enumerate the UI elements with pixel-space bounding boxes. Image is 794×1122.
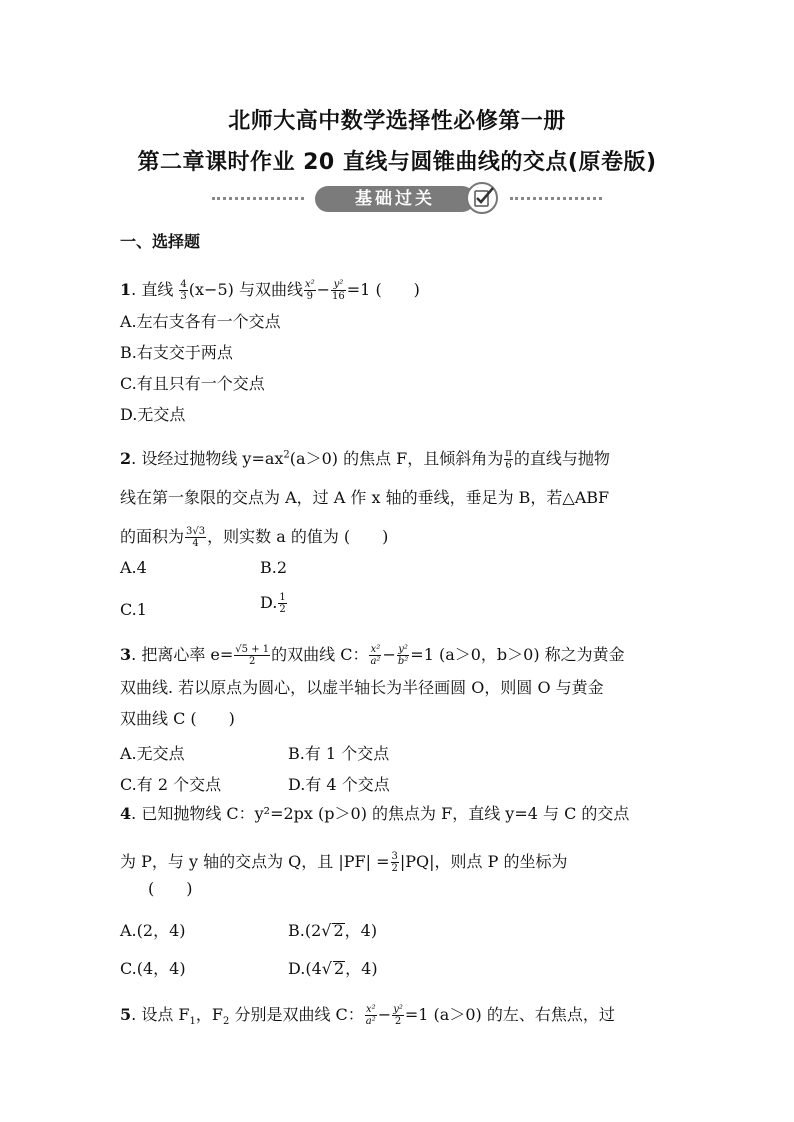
fraction: $\frac{\text{y²}}{\text{b²}}$: [397, 644, 409, 667]
option-c: C.(4，4): [120, 959, 186, 978]
option-a: A.无交点: [120, 744, 185, 763]
option-d: D. $\frac{1}{2}$: [260, 592, 286, 615]
option-d: D.无交点: [120, 405, 186, 424]
option-a: A.4: [120, 558, 147, 577]
fraction: $\frac{3}{2}$: [391, 851, 398, 874]
banner-label: 基础过关: [315, 186, 475, 212]
option-a: A.(2，4): [120, 921, 186, 940]
question-2-line-3: 的面积为 $\frac{3√3}{4}$ ，则实数 a 的值为 ( ): [120, 526, 389, 549]
option-b: B.有 1 个交点: [288, 744, 390, 763]
question-number: 4: [120, 804, 132, 823]
question-number: 3: [120, 645, 132, 664]
banner-dots-left: [212, 197, 304, 200]
option-b: B.(2√ 2，4): [288, 921, 378, 940]
question-3-line-2: 双曲线. 若以原点为圆心，以虚半轴长为半径画圆 O，则圆 O 与黄金: [120, 678, 604, 697]
option-b: B.2: [260, 558, 288, 577]
question-1: 1. 直线 $\frac{4}{3}$ (x−5) 与双曲线 $\frac{\text{x²}}{9}$ − $\frac{\text{y²}}{16}$ =1 ( ): [120, 279, 420, 302]
option-a: A.左右支各有一个交点: [120, 312, 281, 331]
question-5: 5. 设点 $F_1$，$F_2$ 分别是双曲线 C： $\frac{\text{x²}}{\text{a²}}$ − $\frac{\text{y²}}{2}$ =1 (a＞0) 的左、右焦点，过: [120, 1004, 615, 1028]
banner-dots-right: [510, 197, 602, 200]
option-d: D.(4√ 2，4): [288, 959, 378, 978]
option-c: C.1: [120, 600, 147, 619]
fraction: $\frac{4}{3}$: [180, 279, 187, 302]
fraction: $\frac{\text{y²}}{16}$: [332, 279, 345, 302]
option-c: C.有且只有一个交点: [120, 374, 265, 393]
question-number: 5: [120, 1005, 132, 1024]
doc-subtitle: 第二章课时作业 20 直线与圆锥曲线的交点(原卷版): [137, 150, 657, 175]
question-3-line-3: 双曲线 C ( ): [120, 709, 235, 728]
fraction: $\frac{\text{x²}}{\text{a²}}$: [370, 644, 381, 667]
fraction: $\frac{\text{x²}}{\text{a²}}$: [365, 1004, 376, 1027]
doc-title: 北师大高中数学选择性必修第一册: [228, 109, 566, 134]
question-2: 2. 设经过抛物线 $y=ax^2(a>0)$ 的焦点 F，且倾斜角为 $\frac{\pi}{6}$ 的直线与抛物: [120, 448, 610, 471]
fraction: $\frac{1}{2}$: [279, 592, 286, 615]
pencil-check-icon: [466, 182, 500, 214]
fraction: $\frac{\text{x²}}{9}$: [304, 279, 315, 302]
section-title: 一、选择题: [120, 232, 201, 251]
option-d: D.有 4 个交点: [288, 775, 390, 794]
question-number: 1: [120, 280, 132, 299]
question-number: 2: [120, 449, 132, 468]
question-4-line-2: 为 P，与 y 轴的交点为 Q，且 |PF| = $\frac{3}{2}$ |PQ|，则点 P 的坐标为: [120, 851, 568, 874]
question-2-line-2: 线在第一象限的交点为 A，过 A 作 x 轴的垂线，垂足为 B，若△ABF: [120, 488, 610, 507]
option-b: B.右支交于两点: [120, 343, 233, 362]
question-3: 3. 把离心率 e= $\frac{√5 + 1}{2}$ 的双曲线 C： $\frac{\text{x²}}{\text{a²}}$ − $\frac{\text{y²}}{\text{b²}}$ =1 (a＞0，b＞0) 称之为黄金: [120, 644, 625, 667]
fraction: $\frac{3√3}{4}$: [186, 526, 206, 549]
fraction: $\frac{√5 + 1}{2}$: [235, 644, 270, 667]
section-banner: [212, 180, 602, 216]
fraction: $\frac{\text{y²}}{2}$: [393, 1004, 403, 1027]
fraction: $\frac{\pi}{6}$: [505, 448, 512, 471]
question-4: 4. 已知抛物线 C：y²=2px (p＞0) 的焦点为 F，直线 y=4 与 C 的交点: [120, 804, 630, 823]
question-4-line-3: ( ): [148, 879, 193, 898]
option-c: C.有 2 个交点: [120, 775, 222, 794]
